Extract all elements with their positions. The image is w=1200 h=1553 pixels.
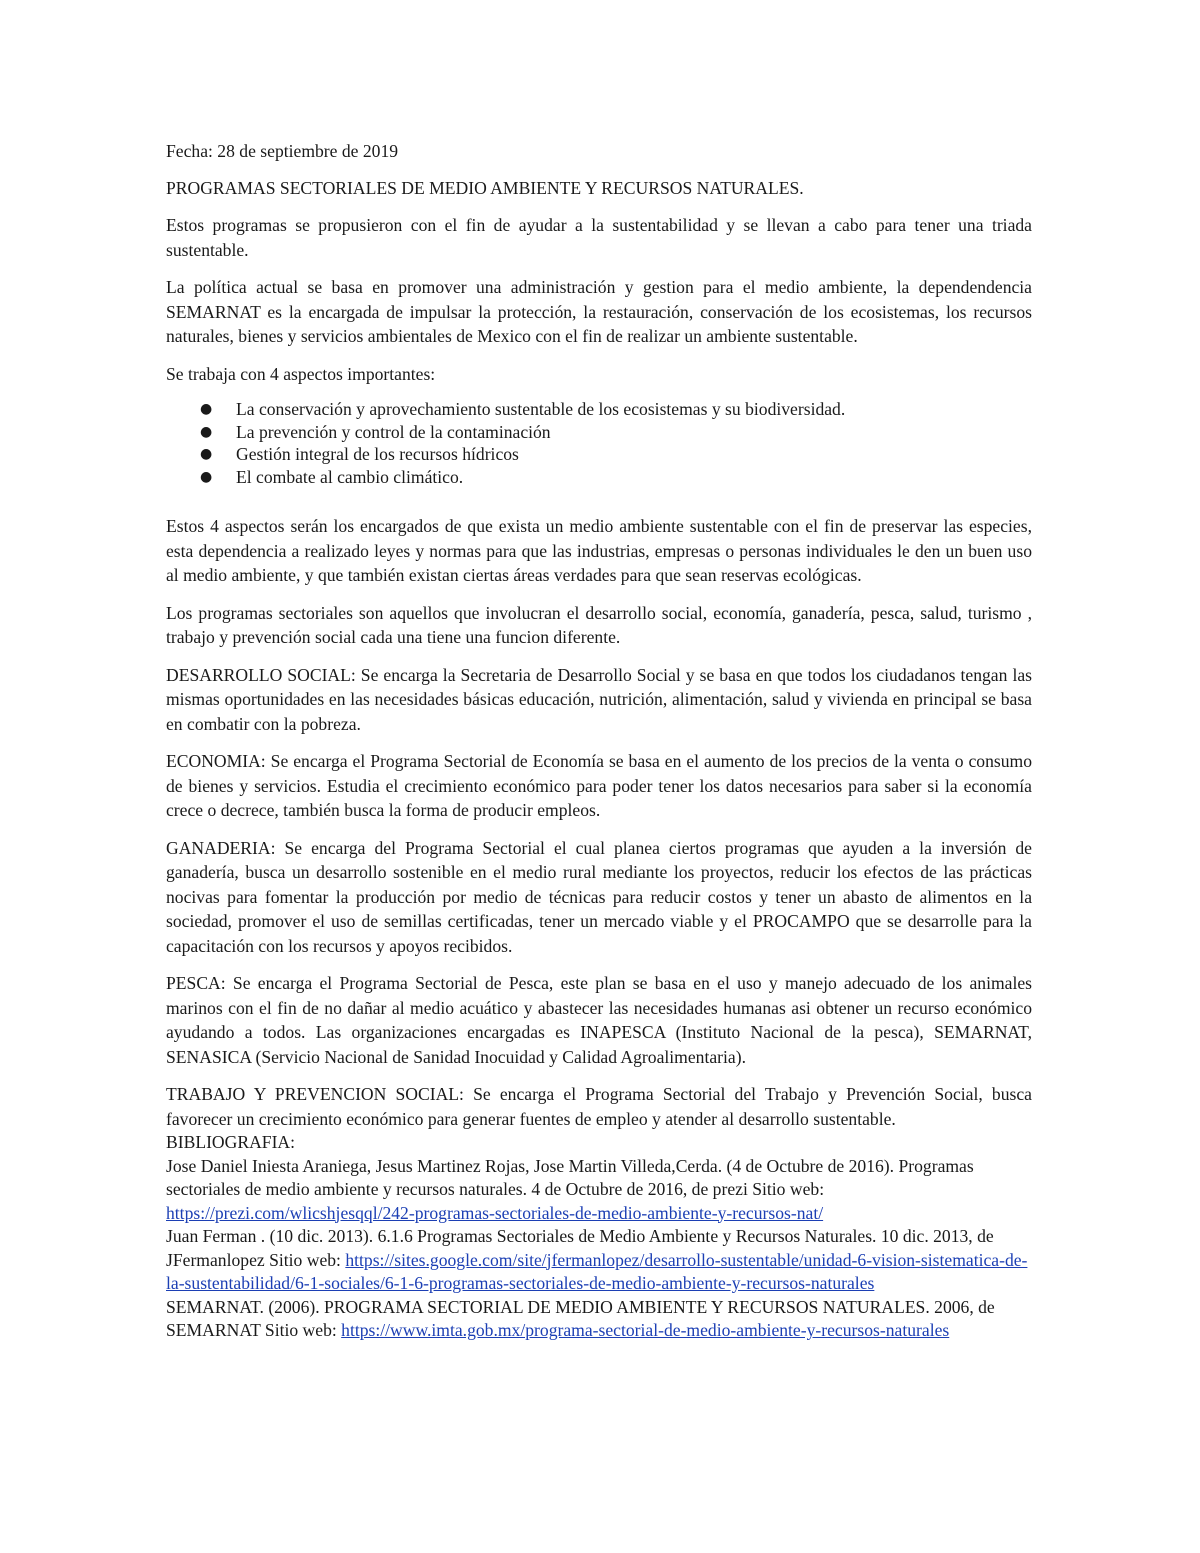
aspect-text: El combate al cambio climático. xyxy=(236,466,464,487)
bibliography-link[interactable]: https://www.imta.gob.mx/programa-sectorial-de-medio-ambiente-y-recursos-naturales xyxy=(341,1320,950,1340)
paragraph-economy: ECONOMIA: Se encarga el Programa Sectorial de Economía se basa en el aumento de los precios de la venta o consumo de bienes y servicios. Estudia el crecimiento económico para poder tener los datos necesarios para saber si la economía crece o decrece, también busca la forma de producir empleos. xyxy=(166,751,1032,820)
list-item xyxy=(166,466,1032,489)
paragraph-aspects-summary: Estos 4 aspectos serán los encargados de que exista un medio ambiente sustentable con el fin de preservar las especies, esta dependencia a realizado leyes y normas para que las industrias, empresas o personas individuales le den un buen uso al medio ambiente, y que también existan ciertas áreas verdades para que sean reservas ecológicas. xyxy=(166,516,1032,585)
bullet-icon: ● xyxy=(200,468,213,485)
list-item xyxy=(166,443,1032,466)
bullet-icon: ● xyxy=(200,446,213,462)
paragraph-labor: TRABAJO Y PREVENCION SOCIAL: Se encarga el Programa Sectorial del Trabajo y Prevención Social, busca favorecer un crecimiento económico para generar fuentes de empleo y atender al desarrollo sustentable. xyxy=(166,1084,1032,1129)
paragraph-policy: La política actual se basa en promover una administración y gestion para el medio ambiente, la dependendencia SEMARNAT es la encargada de impulsar la protección, la restauración, conservación de los ecosistemas, los recursos naturales, bienes y servicios ambientales de Mexico con el fin de realizar un ambiente sustentable. xyxy=(166,277,1032,346)
list-item xyxy=(166,398,1032,421)
bibliography-entry xyxy=(166,1155,1032,1226)
document-title: PROGRAMAS SECTORIALES DE MEDIO AMBIENTE Y RECURSOS NATURALES. xyxy=(166,177,804,198)
paragraph-sectoral: Los programas sectoriales son aquellos que involucran el desarrollo social, economía, ganadería, pesca, salud, turismo , trabajo y prevención social cada una tiene una funcion diferente. xyxy=(166,602,1032,647)
bullet-icon: ● xyxy=(200,401,213,417)
aspects-list xyxy=(166,398,1032,488)
aspect-text: La conservación y aprovechamiento sustentable de los ecosistemas y su biodiversidad. xyxy=(236,399,846,419)
aspect-text: La prevención y control de la contaminación xyxy=(236,421,551,442)
list-item xyxy=(166,421,1032,444)
aspect-text: Gestión integral de los recursos hídricos xyxy=(236,444,519,464)
paragraph-intro: Estos programas se propusieron con el fin de ayudar a la sustentabilidad y se llevan a cabo para tener una triada sustentable. xyxy=(166,215,1032,260)
bibliography-entry xyxy=(166,1225,1032,1296)
paragraph-fishing: PESCA: Se encarga el Programa Sectorial de Pesca, este plan se basa en el uso y manejo adecuado de los animales marinos con el fin de no dañar al medio acuático y abastecer las necesidades humanas asi obtener un recurso económico ayudando a todos. Las organizaciones encargadas es INAPESCA (Instituto Nacional de la pesca), SEMARNAT, SENASICA (Servicio Nacional de Sanidad Inocuidad y Calidad Agroalimentaria). xyxy=(166,973,1032,1067)
paragraph-aspects-intro: Se trabaja con 4 aspectos importantes: xyxy=(166,363,436,384)
bibliography xyxy=(166,1131,1032,1343)
bibliography-link[interactable]: https://sites.google.com/site/jfermanlopez/desarrollo-sustentable/unidad-6-vision-sistematica-de-la-sustentabilidad/6-1-sociales/6-1-6-programas-sectoriales-de-medio-ambiente-y-recursos-naturales xyxy=(166,1249,1028,1293)
bibliography-entry-text: SEMARNAT. (2006). PROGRAMA SECTORIAL DE MEDIO AMBIENTE Y RECURSOS NATURALES. 2006, de SEMARNAT Sitio web: xyxy=(166,1296,995,1340)
paragraph-social-development: DESARROLLO SOCIAL: Se encarga la Secretaria de Desarrollo Social y se basa en que todos los ciudadanos tengan las mismas oportunidades en las necesidades básicas educación, nutrición, alimentación, salud y vivienda en principal se basa en combatir con la pobreza. xyxy=(166,664,1032,734)
bibliography-entry xyxy=(166,1296,1032,1343)
paragraph-livestock: GANADERIA: Se encarga del Programa Sectorial el cual planea ciertos programas que ayuden a la inversión de ganadería, busca un desarrollo sostenible en el medio rural mediante los proyectos, reducir los efectos de las prácticas nocivas para fomentar la producción por medio de técnicas para reducir costos y tener un abasto de alimentos en la sociedad, promover el uso de semillas certificadas, tener un mercado viable y el PROCAMPO que se desarrolle para la capacitación con los recursos y apoyos recibidos. xyxy=(166,837,1032,956)
document-date: Fecha: 28 de septiembre de 2019 xyxy=(166,141,399,161)
bibliography-link[interactable]: https://prezi.com/wlicshjesqql/242-programas-sectoriales-de-medio-ambiente-y-recursos-nat/ xyxy=(166,1202,824,1223)
bibliography-entry-text: Juan Ferman . (10 dic. 2013). 6.1.6 Programas Sectoriales de Medio Ambiente y Recursos Naturales. 10 dic. 2013, de JFermanlopez Sitio web: xyxy=(166,1226,994,1270)
bullet-icon: ● xyxy=(200,423,213,440)
bibliography-entry-text: Jose Daniel Iniesta Araniega, Jesus Martinez Rojas, Jose Martin Villeda,Cerda. (4 de Octubre de 2016). Programas sectoriales de medio ambiente y recursos naturales. 4 de Octubre de 2016, de prezi Sitio web: xyxy=(166,1155,974,1199)
bibliography-heading: BIBLIOGRAFIA: xyxy=(166,1132,296,1152)
